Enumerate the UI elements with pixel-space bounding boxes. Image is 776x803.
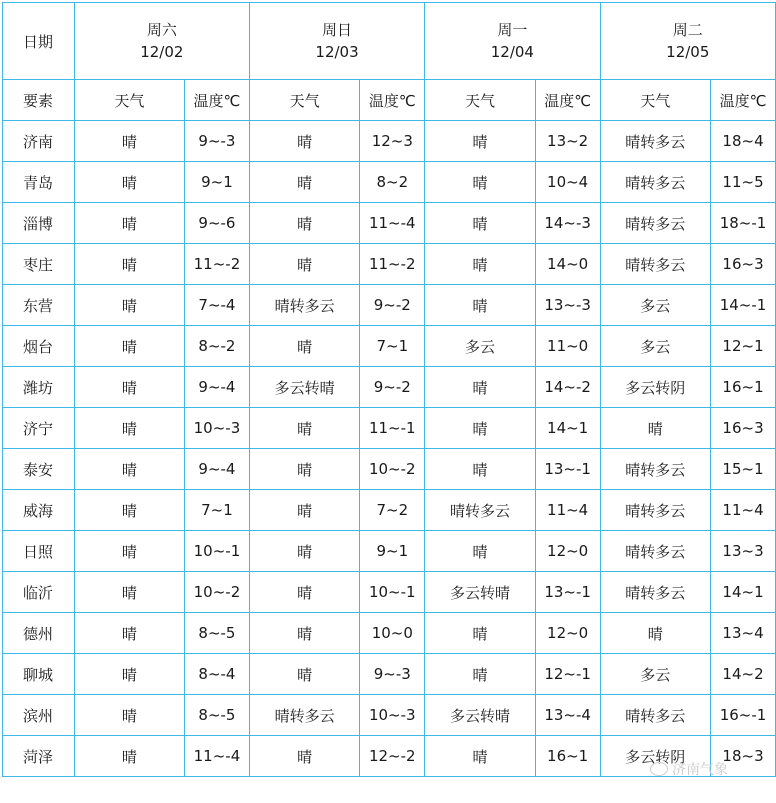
table-row: [3, 654, 776, 695]
weather-cell: 晴: [249, 162, 360, 203]
weather-cell: 晴: [249, 203, 360, 244]
weather-cell: 晴转多云: [249, 285, 360, 326]
wechat-icon: [650, 762, 668, 776]
temperature-cell: 13~-3: [535, 285, 600, 326]
temperature-cell: 11~0: [535, 326, 600, 367]
city-name: 聊城: [3, 654, 75, 695]
weather-cell: 晴: [600, 408, 711, 449]
weather-cell: 晴: [425, 408, 536, 449]
temperature-column-header: 温度℃: [185, 80, 250, 121]
weather-cell: 晴: [425, 531, 536, 572]
weather-cell: 晴: [249, 736, 360, 777]
temperature-cell: 13~-1: [535, 572, 600, 613]
city-name: 滨州: [3, 695, 75, 736]
city-name: 威海: [3, 490, 75, 531]
weather-cell: 晴: [249, 490, 360, 531]
temperature-cell: 10~-3: [185, 408, 250, 449]
table-row: [3, 285, 776, 326]
city-name: 济南: [3, 121, 75, 162]
temperature-cell: 10~-2: [360, 449, 425, 490]
temperature-cell: 10~4: [535, 162, 600, 203]
weather-cell: 多云转晴: [425, 695, 536, 736]
temperature-cell: 14~-2: [535, 367, 600, 408]
temperature-cell: 9~-3: [360, 654, 425, 695]
weather-column-header: 天气: [249, 80, 360, 121]
weather-cell: 晴转多云: [600, 244, 711, 285]
temperature-cell: 9~-2: [360, 367, 425, 408]
weather-column-header: 天气: [600, 80, 711, 121]
temperature-cell: 8~-5: [185, 613, 250, 654]
day-date: 12/02: [140, 43, 184, 61]
weather-cell: 晴: [249, 531, 360, 572]
table-row: [3, 490, 776, 531]
day-header: [249, 3, 424, 80]
weather-cell: 多云: [600, 654, 711, 695]
weather-cell: 多云: [600, 285, 711, 326]
city-name: 青岛: [3, 162, 75, 203]
temperature-cell: 16~1: [535, 736, 600, 777]
weather-cell: 晴: [249, 244, 360, 285]
weather-cell: 晴: [249, 449, 360, 490]
temperature-cell: 14~-3: [535, 203, 600, 244]
weather-cell: 晴: [74, 654, 184, 695]
temperature-cell: 14~1: [711, 572, 776, 613]
weather-cell: 晴: [249, 613, 360, 654]
temperature-column-header: 温度℃: [360, 80, 425, 121]
weather-cell: 晴: [600, 613, 711, 654]
temperature-cell: 14~0: [535, 244, 600, 285]
temperature-cell: 14~2: [711, 654, 776, 695]
temperature-cell: 11~-2: [185, 244, 250, 285]
temperature-cell: 11~4: [535, 490, 600, 531]
weather-cell: 晴: [425, 203, 536, 244]
weather-cell: 多云转阴: [600, 736, 711, 777]
temperature-cell: 12~3: [360, 121, 425, 162]
temperature-cell: 18~4: [711, 121, 776, 162]
weather-cell: 晴: [425, 613, 536, 654]
day-name: 周六: [146, 21, 177, 39]
table-row: [3, 326, 776, 367]
temperature-cell: 16~-1: [711, 695, 776, 736]
day-name: 周二: [672, 21, 703, 39]
temperature-cell: 7~1: [185, 490, 250, 531]
temperature-cell: 13~-4: [535, 695, 600, 736]
weather-cell: 多云: [600, 326, 711, 367]
temperature-cell: 9~-2: [360, 285, 425, 326]
weather-cell: 晴转多云: [249, 695, 360, 736]
temperature-cell: 8~-5: [185, 695, 250, 736]
table-row: [3, 695, 776, 736]
weather-cell: 晴转多云: [600, 695, 711, 736]
weather-cell: 晴: [74, 203, 184, 244]
temperature-cell: 7~2: [360, 490, 425, 531]
weather-cell: 晴转多云: [600, 162, 711, 203]
temperature-cell: 10~-1: [360, 572, 425, 613]
city-name: 日照: [3, 531, 75, 572]
city-name: 泰安: [3, 449, 75, 490]
weather-cell: 多云: [425, 326, 536, 367]
temperature-cell: 8~-2: [185, 326, 250, 367]
weather-cell: 晴: [74, 408, 184, 449]
table-row: [3, 531, 776, 572]
day-name: 周一: [497, 21, 528, 39]
temperature-cell: 13~3: [711, 531, 776, 572]
table-row: [3, 449, 776, 490]
header-days-row: [3, 3, 776, 80]
table-row: [3, 121, 776, 162]
temperature-column-header: 温度℃: [711, 80, 776, 121]
weather-cell: 晴: [74, 244, 184, 285]
temperature-cell: 9~1: [185, 162, 250, 203]
weather-cell: 晴: [74, 695, 184, 736]
city-name: 淄博: [3, 203, 75, 244]
weather-cell: 晴: [74, 326, 184, 367]
weather-cell: 晴: [74, 449, 184, 490]
weather-cell: 晴: [74, 572, 184, 613]
weather-cell: 晴: [425, 736, 536, 777]
temperature-cell: 16~1: [711, 367, 776, 408]
weather-cell: 晴转多云: [600, 121, 711, 162]
weather-cell: 晴转多云: [600, 531, 711, 572]
header-elements-row: [3, 80, 776, 121]
temperature-cell: 13~4: [711, 613, 776, 654]
temperature-cell: 10~-3: [360, 695, 425, 736]
table-row: [3, 408, 776, 449]
city-name: 枣庄: [3, 244, 75, 285]
temperature-cell: 11~-4: [185, 736, 250, 777]
weather-cell: 晴: [74, 531, 184, 572]
table-row: [3, 367, 776, 408]
weather-cell: 晴转多云: [600, 449, 711, 490]
temperature-cell: 18~3: [711, 736, 776, 777]
weather-column-header: 天气: [425, 80, 536, 121]
weather-cell: 晴: [425, 162, 536, 203]
weather-cell: 晴: [249, 121, 360, 162]
temperature-cell: 12~-1: [535, 654, 600, 695]
weather-cell: 多云转晴: [249, 367, 360, 408]
day-header: [74, 3, 249, 80]
temperature-cell: 12~0: [535, 531, 600, 572]
table-row: [3, 572, 776, 613]
temperature-cell: 7~1: [360, 326, 425, 367]
temperature-cell: 11~4: [711, 490, 776, 531]
table-row: [3, 162, 776, 203]
city-name: 烟台: [3, 326, 75, 367]
weather-cell: 晴: [249, 572, 360, 613]
forecast-container: [2, 2, 776, 777]
temperature-cell: 11~-2: [360, 244, 425, 285]
temperature-cell: 11~-1: [360, 408, 425, 449]
temperature-cell: 18~-1: [711, 203, 776, 244]
temperature-cell: 14~-1: [711, 285, 776, 326]
weather-cell: 晴: [249, 654, 360, 695]
day-date: 12/03: [315, 43, 359, 61]
city-name: 临沂: [3, 572, 75, 613]
temperature-cell: 10~0: [360, 613, 425, 654]
temperature-cell: 8~2: [360, 162, 425, 203]
weather-cell: 晴: [74, 285, 184, 326]
watermark-text: 济南气象: [672, 762, 728, 778]
temperature-cell: 11~-4: [360, 203, 425, 244]
weather-cell: 晴: [425, 285, 536, 326]
weather-cell: 晴转多云: [600, 490, 711, 531]
weather-cell: 晴转多云: [600, 572, 711, 613]
table-row: [3, 203, 776, 244]
temperature-cell: 9~-4: [185, 449, 250, 490]
weather-cell: 晴: [425, 244, 536, 285]
temperature-column-header: 温度℃: [535, 80, 600, 121]
element-label: 要素: [3, 80, 75, 121]
city-name: 潍坊: [3, 367, 75, 408]
city-name: 菏泽: [3, 736, 75, 777]
day-header: [600, 3, 775, 80]
temperature-cell: 7~-4: [185, 285, 250, 326]
city-name: 东营: [3, 285, 75, 326]
temperature-cell: 9~-4: [185, 367, 250, 408]
weather-cell: 晴: [425, 367, 536, 408]
temperature-cell: 12~-2: [360, 736, 425, 777]
temperature-cell: 16~3: [711, 408, 776, 449]
city-name: 济宁: [3, 408, 75, 449]
temperature-cell: 16~3: [711, 244, 776, 285]
weather-cell: 晴转多云: [425, 490, 536, 531]
temperature-cell: 9~-3: [185, 121, 250, 162]
weather-cell: 晴: [74, 736, 184, 777]
table-row: [3, 613, 776, 654]
weather-cell: 晴: [74, 613, 184, 654]
weather-cell: 多云转阴: [600, 367, 711, 408]
weather-cell: 晴: [74, 121, 184, 162]
weather-cell: 晴: [74, 490, 184, 531]
watermark: [650, 759, 728, 779]
weather-cell: 晴: [249, 408, 360, 449]
temperature-cell: 9~-6: [185, 203, 250, 244]
temperature-cell: 10~-2: [185, 572, 250, 613]
city-name: 德州: [3, 613, 75, 654]
temperature-cell: 15~1: [711, 449, 776, 490]
weather-cell: 晴: [74, 162, 184, 203]
weather-column-header: 天气: [74, 80, 184, 121]
weather-cell: 晴: [425, 121, 536, 162]
day-date: 12/05: [666, 43, 710, 61]
forecast-table: [2, 2, 776, 777]
temperature-cell: 13~-1: [535, 449, 600, 490]
day-header: [425, 3, 600, 80]
temperature-cell: 9~1: [360, 531, 425, 572]
table-row: [3, 244, 776, 285]
weather-cell: 晴: [425, 654, 536, 695]
temperature-cell: 12~1: [711, 326, 776, 367]
weather-cell: 晴: [74, 367, 184, 408]
day-name: 周日: [322, 21, 353, 39]
date-corner-label: 日期: [3, 3, 75, 80]
weather-cell: 晴: [249, 326, 360, 367]
weather-cell: 多云转晴: [425, 572, 536, 613]
temperature-cell: 13~2: [535, 121, 600, 162]
temperature-cell: 8~-4: [185, 654, 250, 695]
temperature-cell: 14~1: [535, 408, 600, 449]
day-date: 12/04: [490, 43, 534, 61]
weather-cell: 晴: [425, 449, 536, 490]
temperature-cell: 12~0: [535, 613, 600, 654]
temperature-cell: 11~5: [711, 162, 776, 203]
temperature-cell: 10~-1: [185, 531, 250, 572]
weather-cell: 晴转多云: [600, 203, 711, 244]
